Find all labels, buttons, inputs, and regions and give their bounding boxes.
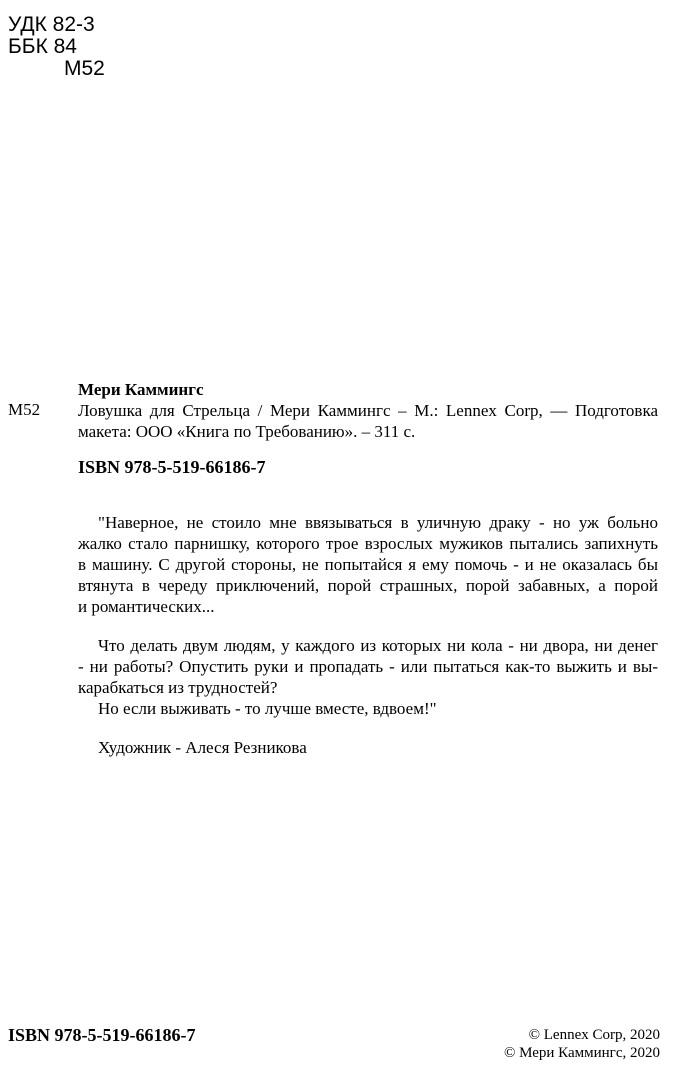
annotation — [78, 512, 658, 758]
paragraph-gap — [78, 719, 658, 737]
copyright-block — [504, 1026, 660, 1062]
bbk-code: ББК 84 — [8, 35, 77, 58]
copyright-author: © Мери Каммингс, 2020 — [503, 1045, 660, 1061]
description-line: макета: ООО «Книга по Требованию». – 311 с. — [78, 422, 416, 441]
description-line: Ловушка для Стрельца / Мери Каммингс – М.: Lennex Corp, — Подготовка — [78, 401, 658, 420]
annotation-line: - ни работы? Опустить руки и пропадать - или пытаться как-то выжить и вы- — [78, 657, 658, 676]
annotation-line: "Наверное, не стоило мне ввязываться в уличную драку - но уж больно — [98, 513, 658, 532]
classification-block — [8, 14, 105, 80]
isbn-main: ISBN 978-5-519-66186-7 — [78, 457, 266, 477]
copyright-publisher: © Lennex Corp, 2020 — [528, 1027, 660, 1043]
author-name: Мери Каммингс — [78, 380, 204, 399]
illustrator-credit: Художник - Алеся Резникова — [98, 738, 307, 757]
annotation-line: в машину. С другой стороны, не попытайся я ему помочь - и не оказалась бы — [78, 555, 658, 574]
annotation-line: Что делать двум людям, у каждого из которых ни кола - ни двора, ни денег — [98, 636, 658, 655]
annotation-line: Но если выживать - то лучше вместе, вдвоем!" — [98, 699, 437, 718]
paragraph-gap — [78, 617, 658, 635]
author-mark-side: М52 — [8, 400, 41, 419]
udk-code: УДК 82-3 — [8, 13, 95, 36]
bibliographic-record — [78, 379, 658, 442]
annotation-line: втянута в череду приключений, порой страшных, порой забавных, а порой — [78, 576, 658, 595]
annotation-line: жалко стало парнишку, которого трое взрослых мужиков пытались запихнуть — [78, 534, 658, 553]
isbn-footer: ISBN 978-5-519-66186-7 — [8, 1025, 196, 1045]
author-mark-top: М52 — [64, 57, 105, 80]
annotation-line: карабкаться из трудностей? — [78, 678, 278, 697]
annotation-line: и романтических... — [78, 597, 215, 616]
